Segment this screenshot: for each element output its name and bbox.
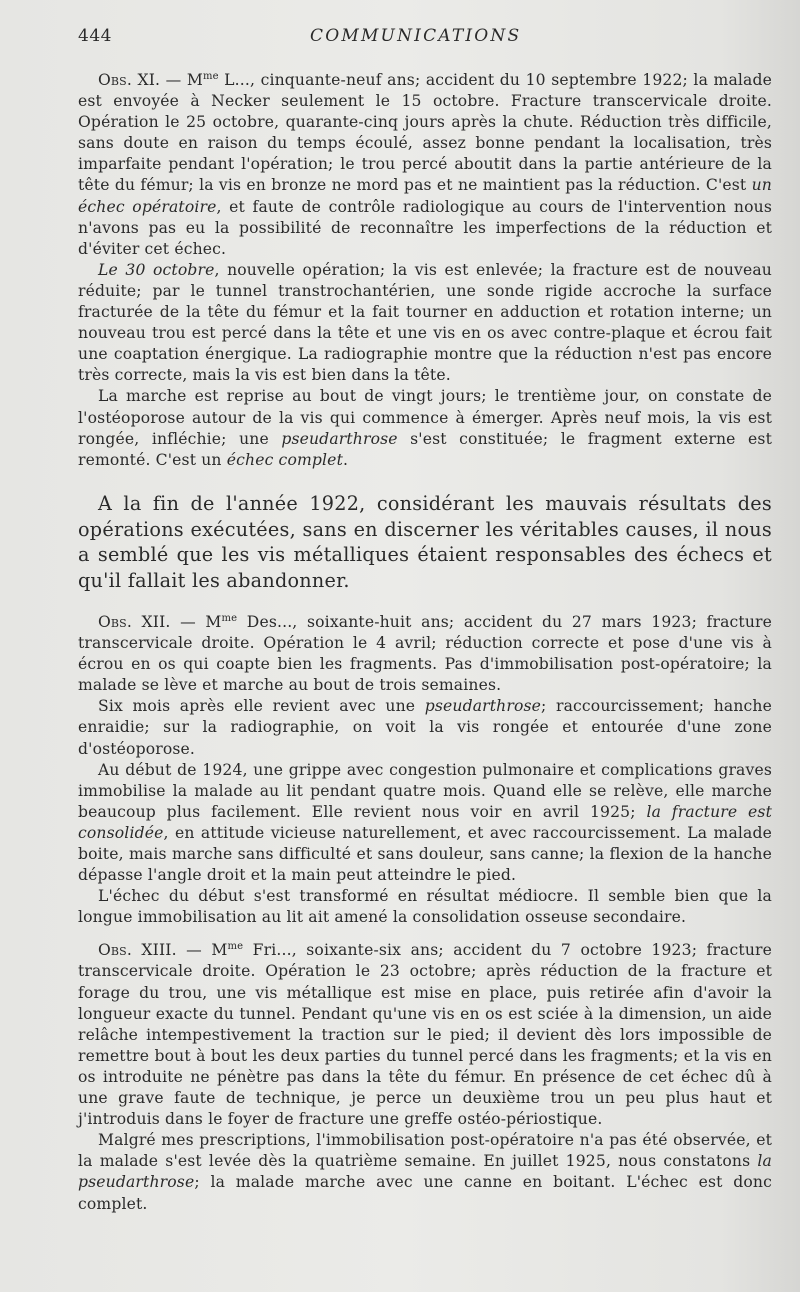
obs-13-paragraph-2 xyxy=(78,1130,772,1214)
obs-13-sep: — M xyxy=(176,941,228,960)
obs-12-paragraph-2 xyxy=(78,696,772,759)
obs-11-em-1: un échec opératoire xyxy=(78,176,772,216)
obs-12-p3a: Au début de 1924, une grippe avec congestion pulmonaire et complications graves immobilise la malade au lit pendant quatre mois. Quand elle se relève, elle marche beaucoup plus facilement. Elle revient nous voir en avril 1925; xyxy=(78,760,772,821)
obs-12-intro: Des..., soixante-huit ans; accident du 27 mars 1923; fracture transcervicale droite. Opération le 4 avril; réduction correcte et pose d'une vis à écrou en os qui coapte bien les fragments. Pas d'immobilisation post-opératoire; la malade se lève et marche au bout de trois semaines. xyxy=(78,612,772,695)
page-header xyxy=(78,26,772,50)
obs-12-title-sup: me xyxy=(221,612,238,624)
obs-11-title-sup: me xyxy=(202,70,219,82)
obs-12-paragraph-4: L'échec du début s'est transformé en résultat médiocre. Il semble bien que la longue immobilisation au lit ait amené la consolidation osseuse secondaire. xyxy=(78,887,772,927)
spacer xyxy=(78,471,772,491)
obs-11-label: Obs. XI. xyxy=(98,71,161,89)
page-number: 444 xyxy=(78,26,112,46)
obs-11-p3a: La marche est reprise au bout de vingt jours; le trentième jour, on constate de l'ostéoporose autour de la vis qui commence à émerger. Après neuf mois, la vis est rongée, infléchie; une xyxy=(78,387,772,448)
obs-11-paragraph-2 xyxy=(78,260,772,387)
obs-13-label: Obs. XIII. xyxy=(98,941,177,960)
obs-12-paragraph-1 xyxy=(78,612,772,696)
obs-12-paragraph-3 xyxy=(78,760,772,887)
obs-12-p2b: ; raccourcissement; hanche enraidie; sur la radiographie, on voit la vis rongée et entourée d'une zone d'ostéoporose. xyxy=(78,697,773,758)
obs-13-intro: Fri..., soixante-six ans; accident du 7 octobre 1923; fracture transcervicale droite. Opération le 23 octobre; après réduction de la fracture et forage du trou, une vis métallique est mise en place, puis retirée afin d'avoir la longueur exacte du tunnel. Pendant qu'une vis en os est sciée à la dimension, un aide relâche intempestivement la traction sur le pied; il devient dès lors impossible de remettre bout à bout les deux parties du tunnel percé dans les fragments; et la vis en os introduite ne pénètre pas dans la tête du fémur. En présence de cet échec dû à une grave faute de technique, je perce un deuxième trou un peu plus haut et j'introduis dans le foyer de fracture une greffe ostéo-périostique. xyxy=(78,941,773,1129)
obs-11-p3-em: pseudarthrose xyxy=(281,429,398,448)
spacer xyxy=(78,928,772,940)
obs-11-paragraph-1 xyxy=(78,70,772,260)
obs-12-label: Obs. XII. xyxy=(98,612,171,631)
obs-12-p3-em: la fracture est consolidée xyxy=(78,802,772,842)
obs-12-p2a: Six mois après elle revient avec une xyxy=(98,697,425,716)
obs-13-paragraph-1 xyxy=(78,940,772,1130)
obs-12-p2-em: pseudarthrose xyxy=(424,697,542,716)
obs-11-p2: , nouvelle opération; la vis est enlevée; la fracture est de nouveau réduite; par le tunnel transtrochantérien, une sonde rigide accroche la surface fracturée de la tête du fémur et la fait tourner en adduction et rotation interne; un nouveau trou est percé dans la tête et une vis en os avec contre-plaque et écrou fait une coaptation énergique. La radiographie montre que la réduction n'est pas encore très correcte, mais la vis est bien dans la tête. xyxy=(78,260,772,385)
obs-11-p3c: . xyxy=(342,450,349,469)
obs-12-p3b: , en attitude vicieuse naturellement, et avec raccourcissement. La malade boite, mais marche sans difficulté et sans douleur, sans canne; la flexion de la hanche dépasse l'angle droit et la main peut atteindre le pied. xyxy=(78,823,772,885)
page-body xyxy=(78,70,772,1215)
obs-11-intro: L..., cinquante-neuf ans; accident du 10 septembre 1922; la malade est envoyée à Necker seulement le 15 octobre. Fracture transcervicale droite. Opération le 25 octobre, quarante-cinq jours après la chute. Réduction très difficile, sans doute en raison du temps écoulé, assez bonne pendant la localisation, très imparfaite pendant l'opération; le trou percé aboutit dans la partie antérieure de la tête du fémur; la vis en bronze ne mord pas et ne maintient pas la réduction. C'est xyxy=(78,71,772,195)
obs-13-p2-em: la pseudarthrose xyxy=(78,1152,772,1192)
obs-12-sep: — M xyxy=(170,612,222,631)
spacer xyxy=(78,594,772,612)
obs-13-p2a: Malgré mes prescriptions, l'immobilisation post-opératoire n'a pas été observée, et la malade s'est levée dès la quatrième semaine. En juillet 1925, nous constatons xyxy=(78,1131,772,1171)
lead-paragraph: A la fin de l'année 1922, considérant les mauvais résultats des opérations exécutées, sans en discerner les véritables causes, il nous a semblé que les vis métalliques étaient responsables des échecs et qu'il fallait les abandonner. xyxy=(78,491,772,593)
obs-11-end-1: , et faute de contrôle radiologique au cours de l'intervention nous n'avons pas eu la possibilité de reconnaître les imperfections de la réduction et d'éviter cet échec. xyxy=(78,197,773,258)
obs-11-p3-em2: échec complet xyxy=(226,450,343,469)
obs-11-paragraph-3 xyxy=(78,386,772,470)
running-title: COMMUNICATIONS xyxy=(310,26,522,46)
obs-13-p2b: ; la malade marche avec une canne en boitant. L'échec est donc complet. xyxy=(78,1173,772,1213)
obs-11-p2-em: Le 30 octobre xyxy=(98,260,215,279)
obs-13-title-sup: me xyxy=(227,941,244,953)
obs-11-p3b: s'est constituée; le fragment externe est remonté. C'est un xyxy=(78,429,772,469)
obs-11-sep: — M xyxy=(160,71,203,89)
